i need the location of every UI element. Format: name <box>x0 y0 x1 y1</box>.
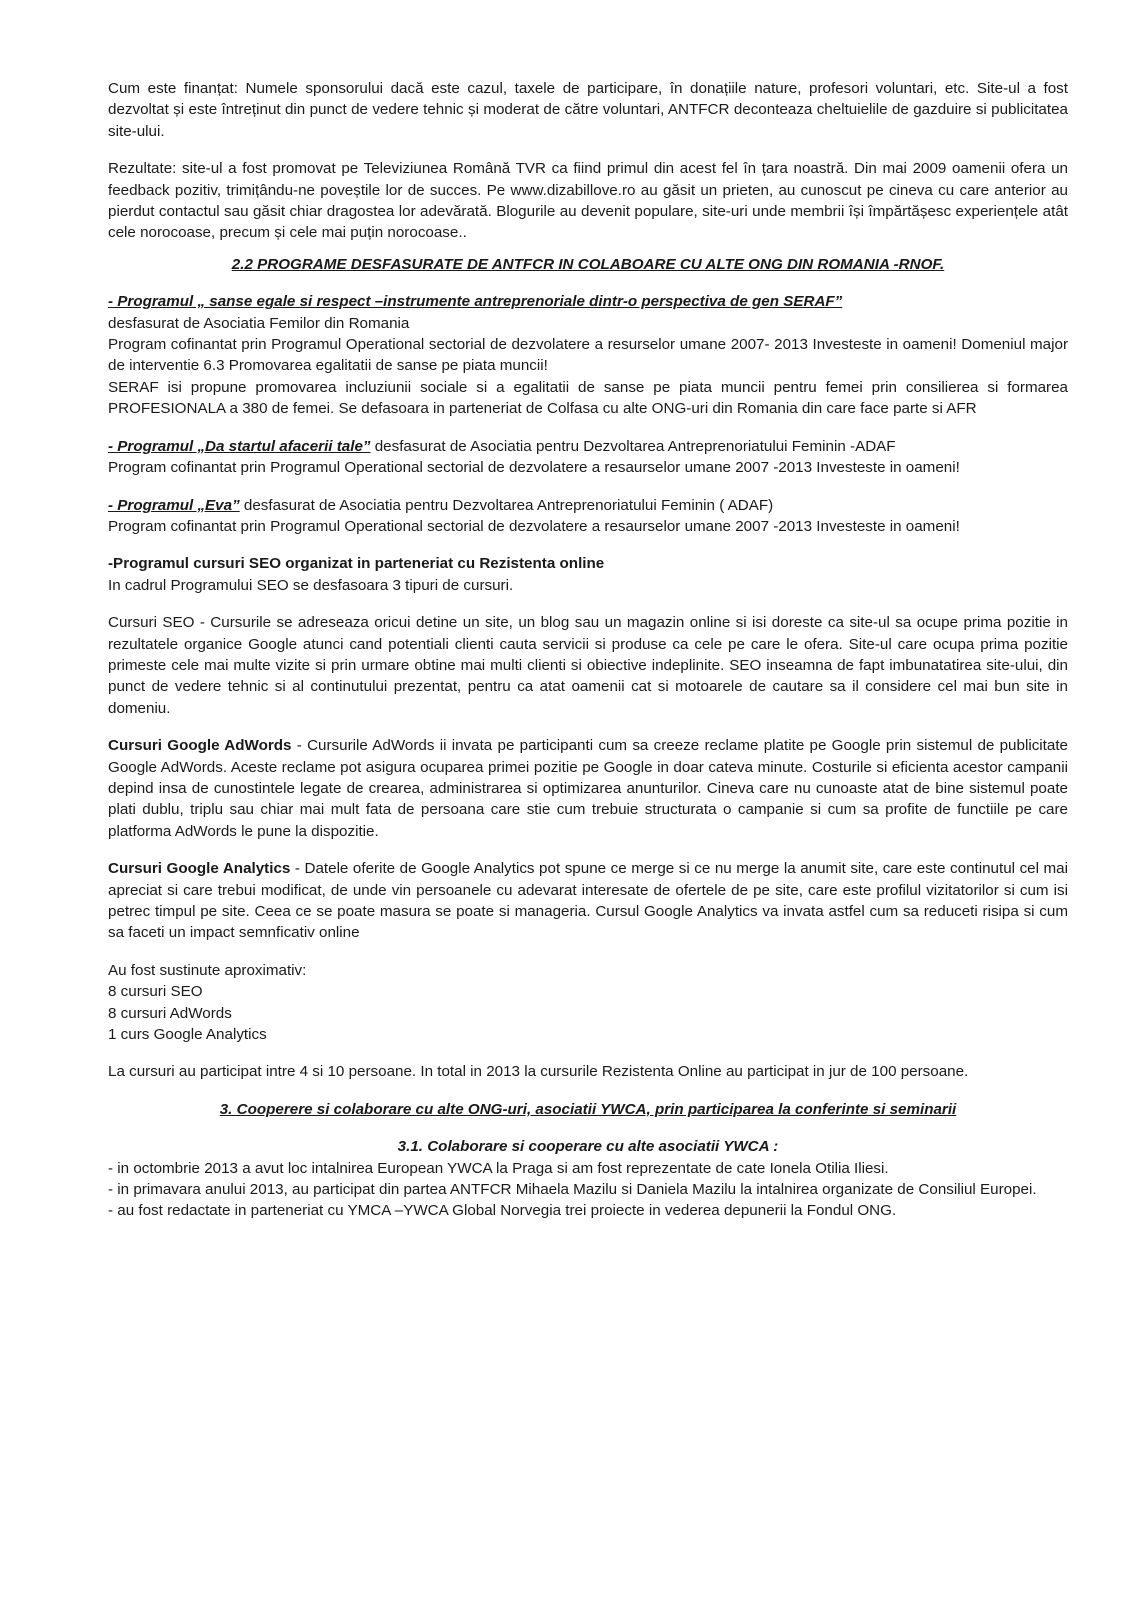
stats-item-seo: 8 cursuri SEO <box>108 983 203 1001</box>
seraf-organizer: desfasurat de Asociatia Femilor din Romania <box>108 314 410 332</box>
stats-item-adwords: 8 cursuri AdWords <box>108 1004 232 1022</box>
section-2-2-heading: 2.2 PROGRAME DESFASURATE DE ANTFCR IN COLABOARE CU ALTE ONG DIN ROMANIA -RNOF. <box>231 255 945 273</box>
start-program-funding: Program cofinantat prin Programul Operational sectorial de dezvolatere a resaurselor umane 2007 -2013 Investeste in oameni! <box>108 459 960 477</box>
document-page <box>108 78 1068 1222</box>
ywca-item-prague: - in octombrie 2013 a avut loc intalnirea European YWCA la Praga si am fost reprezentate de cate Ionela Otilia Iliesi. <box>108 1159 889 1177</box>
eva-program-title: - Programul „Eva” <box>108 496 240 514</box>
stats-intro: Au fost sustinute aproximativ: <box>108 961 307 979</box>
ywca-item-norway: - au fost redactate in parteneriat cu YMCA –YWCA Global Norvegia trei proiecte in vederea depunerii la Fondul ONG. <box>108 1202 897 1220</box>
start-program-organizer: desfasurat de Asociatia pentru Dezvoltarea Antreprenoriatului Feminin -ADAF <box>370 437 896 455</box>
ywca-item-council: - in primavara anului 2013, au participat din partea ANTFCR Mihaela Mazilu si Daniela Mazilu la intalnirea organizate de Consiliul Europei. <box>108 1181 1037 1199</box>
eva-program-organizer: desfasurat de Asociatia pentru Dezvoltarea Antreprenoriatului Feminin ( ADAF) <box>239 496 774 514</box>
start-program-title: - Programul „Da startul afacerii tale” <box>108 437 371 455</box>
participants-paragraph: La cursuri au participat intre 4 si 10 persoane. In total in 2013 la cursurile Rezistenta Online au participat in jur de 100 persoane. <box>108 1063 969 1081</box>
seraf-description: SERAF isi propune promovarea incluziunii sociale si a egalitatii de sanse pe piata muncii pentru femei prin consilierea si formarea PROFESIONALA a 380 de femei. Se defasoara in parteneriat de Colfasa cu alte ONG-uri din Romania din care face parte si AFR <box>108 378 1068 418</box>
section-3-heading: 3. Cooperere si colaborare cu alte ONG-uri, asociatii YWCA, prin participarea la conferinte si seminarii <box>219 1100 957 1118</box>
adwords-course-paragraph <box>108 735 1068 842</box>
section-3-1-subheading: 3.1. Colaborare si cooperare cu alte asociatii YWCA : <box>397 1138 779 1156</box>
adwords-course-text: - Cursurile AdWords ii invata pe participanti cum sa creeze reclame platite pe Google prin sistemul de publicitate Google AdWords. Aceste reclame pot asigura ocuparea primei pozitie pe Google in doar cateva minute. Costurile si eficienta acestor campanii depind insa de cunostintele legate de crearea, administrarea si optimizarea anunturilor. Cineva care nu cunoaste atat de bine sistemul poate plati dublu, triplu sau chiar mai mult fata de persoana care stie cum trebuie structurata o campanie si cum sa profite de functiile pe care platforma AdWords le pune la dispozitie. <box>108 737 1068 840</box>
seo-program-title: -Programul cursuri SEO organizat in parteneriat cu Rezistenta online <box>108 555 605 573</box>
seo-course-text: - Cursurile se adreseaza oricui detine un site, un blog sau un magazin online si isi doreste ca site-ul sa ocupe prima pozitie in rezultatele organice Google atunci cand potentiali clienti cauta servicii si produse ca cele pe care le ofera. Site-ul care ocupa prima pozitie primeste cele mai multe vizite si prin urmare obtine mai multi clienti si obiective indeplinite. SEO inseamna de fapt imbunatatirea site-ului, din punct de vedere tehnic si al continutului prezentat, pentru ca atat oamenii cat si motoarele de cautare sa il considere cel mai bun site in domeniu. <box>108 614 1068 717</box>
seo-course-label: Cursuri SEO <box>108 614 195 632</box>
results-paragraph: Rezultate: site-ul a fost promovat pe Televiziunea Română TVR ca fiind primul din acest fel în țara noastră. Din mai 2009 oamenii ofera un feedback pozitiv, trimițându-ne poveștile lor de succes. Pe www.dizabillove.ro au găsit un prieten, au cunoscut pe cineva cu care anterior au pierdut contactul sau găsit chiar dragostea lor adevărată. Blogurile au devenit populare, site-uri unde membrii își împărtășesc experiențele atât cele norocoase, precum și cele mai puțin norocoase.. <box>108 160 1068 242</box>
eva-program-line <box>108 495 1068 516</box>
seo-program-intro: In cadrul Programului SEO se desfasoara 3 tipuri de cursuri. <box>108 576 514 594</box>
analytics-course-paragraph <box>108 858 1068 944</box>
stats-item-analytics: 1 curs Google Analytics <box>108 1026 267 1044</box>
seo-course-paragraph <box>108 612 1068 719</box>
analytics-course-label: Cursuri Google Analytics <box>108 860 291 878</box>
analytics-course-text: - Datele oferite de Google Analytics pot spune ce merge si ce nu merge la anumit site, care este continutul cel mai apreciat si care trebui modificat, de unde vin persoanele cu adevarat interesate de ofertele de pe site, care este profilul vizitatorilor si cum isi petrec timpul pe site. Ceea ce se poate masura se poate si manageria. Cursul Google Analytics va invata astfel cum sa reduceti risipa si cum sa faceti un impact semnficativ online <box>108 860 1068 942</box>
seraf-funding: Program cofinantat prin Programul Operational sectorial de dezvolatere a resurselor umane 2007- 2013 Investeste in oameni! Domeniul major de interventie 6.3 Promovarea egalitatii de sanse pe piata muncii! <box>108 336 1068 375</box>
start-program-line <box>108 436 1068 457</box>
seraf-program-title: - Programul „ sanse egale si respect –instrumente antreprenoriale dintr-o perspectiva de gen SERAF” <box>108 293 843 311</box>
funding-paragraph: Cum este finanțat: Numele sponsorului dacă este cazul, taxele de participare, în donațiile nature, profesori voluntari, etc. Site-ul a fost dezvoltat și este întreținut din punct de vedere tehnic și moderat de către voluntari, ANTFCR deconteaza cheltuielile de gazduire si publicitatea site-ului. <box>108 80 1068 140</box>
eva-program-funding: Program cofinantat prin Programul Operational sectorial de dezvolatere a resaurselor umane 2007 -2013 Investeste in oameni! <box>108 517 960 535</box>
adwords-course-label: Cursuri Google AdWords <box>108 737 292 755</box>
